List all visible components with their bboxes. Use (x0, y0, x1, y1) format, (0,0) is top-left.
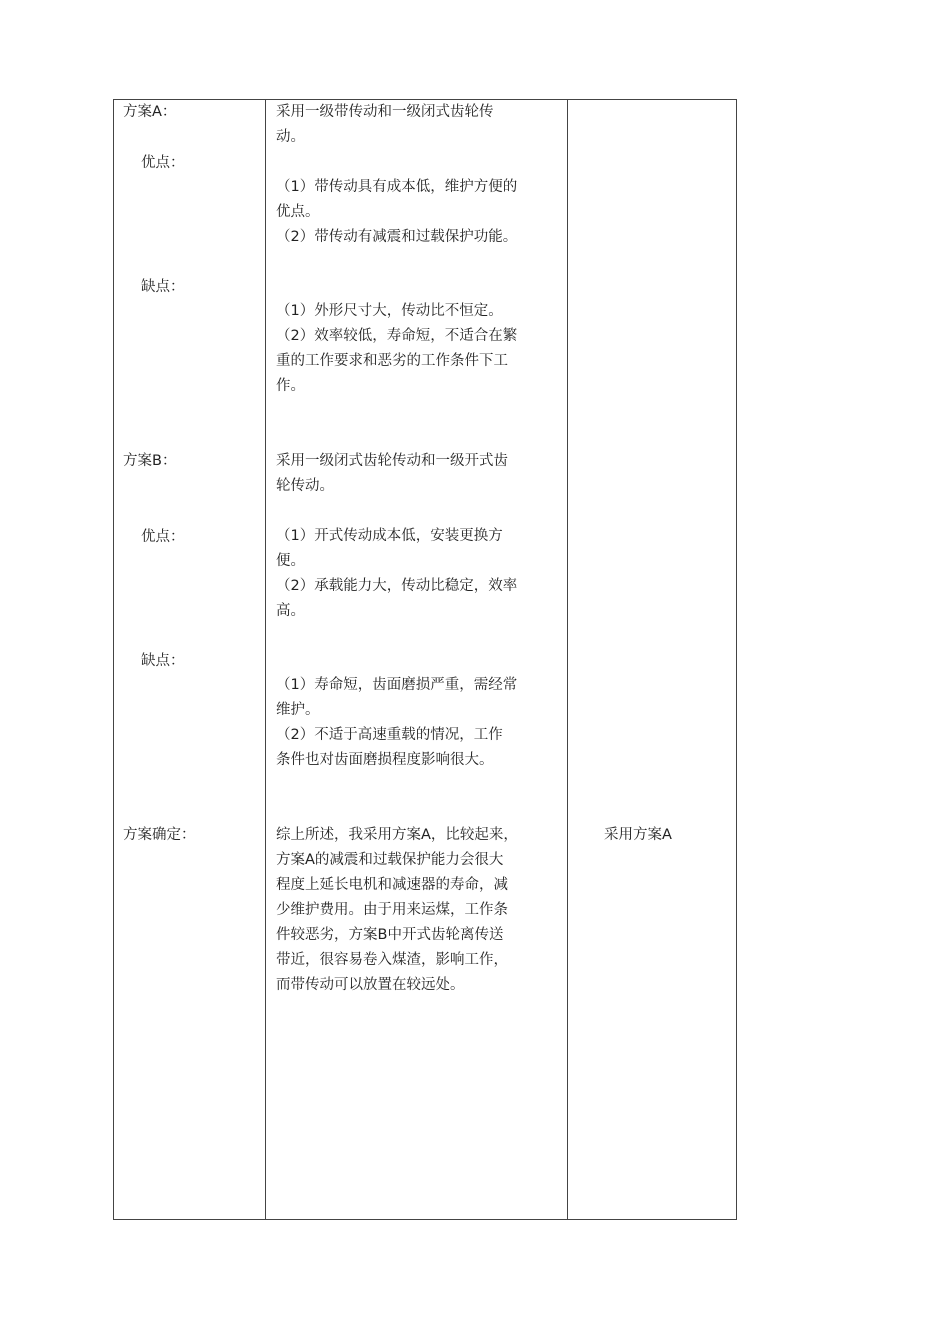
plan-a-pros-label: 优点： (141, 155, 185, 171)
plan-a-cons-label: 缺点： (141, 279, 185, 295)
decision-result: 采用方案A (604, 827, 672, 843)
column-divider (265, 100, 266, 1219)
plan-a-intro: 采用一级带传动和一级闭式齿轮传 动。 (276, 104, 494, 145)
plan-b-intro: 采用一级闭式齿轮传动和一级开式齿 轮传动。 (276, 453, 508, 494)
scheme-table (113, 99, 737, 1220)
plan-b-cons: （1）寿命短，齿面磨损严重，需经常 维护。 （2）不适于高速重载的情况，工作 条件也对齿面磨损程度影响很大。 (276, 677, 518, 768)
plan-b-pros: （1）开式传动成本低，安装更换方 便。 （2）承载能力大，传动比稳定，效率 高。 (276, 528, 518, 619)
decision-text: 综上所述，我采用方案A，比较起来， 方案A的减震和过载保护能力会很大 程度上延长电机和减速器的寿命，减 少维护费用。由于用来运煤，工作条 件较恶劣，方案B中开式齿轮离传送 带近，很容易卷入煤渣，影响工作， 而带传动可以放置在较远处。 (276, 827, 518, 993)
plan-b-pros-label: 优点： (141, 529, 185, 545)
plan-a-cons: （1）外形尺寸大，传动比不恒定。 （2）效率较低，寿命短，不适合在繁 重的工作要求和恶劣的工作条件下工 作。 (276, 303, 518, 394)
plan-a-pros: （1）带传动具有成本低，维护方便的 优点。 （2）带传动有减震和过载保护功能。 (276, 179, 518, 245)
plan-b-label: 方案B： (123, 453, 177, 469)
plan-a-label: 方案A： (123, 104, 177, 120)
decision-label: 方案确定： (123, 827, 196, 843)
column-divider (567, 100, 568, 1219)
plan-b-cons-label: 缺点： (141, 653, 185, 669)
